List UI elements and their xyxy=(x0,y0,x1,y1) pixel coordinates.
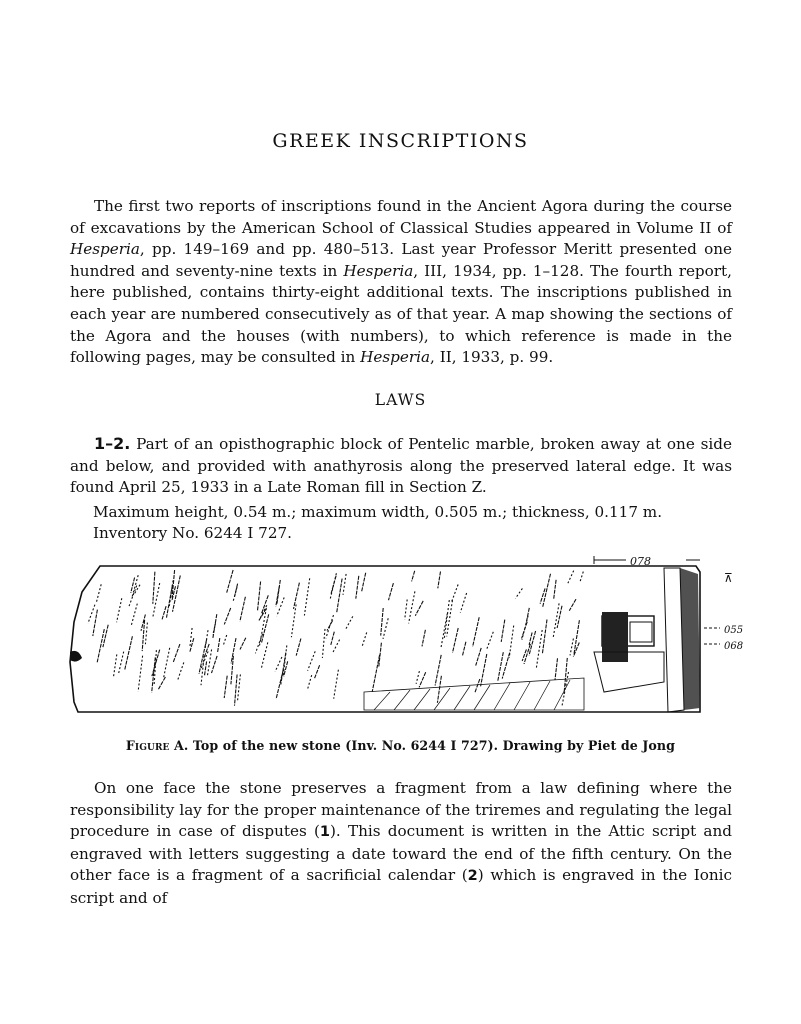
body-text-3: ) which is engraved in the Ionic script and of xyxy=(70,866,732,907)
tooling-mark xyxy=(291,604,296,637)
tooling-mark xyxy=(573,643,579,657)
measurements-line: Maximum height, 0.54 m.; maximum width, 0.505 m.; thickness, 0.117 m. xyxy=(93,503,663,521)
tooling-mark xyxy=(580,572,583,583)
tooling-mark xyxy=(568,571,574,584)
entry-text: Part of an opisthographic block of Pentelic marble, broken away at one side and below, and provided with anathyrosis along the preserved lateral edge. It was found April 25, 1933 in a Late Roman fill in Section Z. xyxy=(70,435,732,497)
dimension-label-055: 055 xyxy=(724,625,744,636)
tooling-mark xyxy=(536,630,542,668)
tooling-mark xyxy=(224,608,230,624)
tooling-mark xyxy=(486,632,493,650)
tooling-mark xyxy=(481,654,487,686)
tooling-mark xyxy=(218,638,220,652)
tooling-mark xyxy=(379,643,382,667)
tooling-mark xyxy=(569,599,576,611)
tooling-mark xyxy=(356,576,359,599)
tooling-mark xyxy=(515,588,522,598)
tooling-mark xyxy=(419,672,426,687)
text-reference-1: 1 xyxy=(319,824,330,841)
figure-caption-text: Top of the new stone (Inv. No. 6244 I 727). Drawing by Piet de Jong xyxy=(188,738,676,753)
body-paragraph xyxy=(70,778,732,910)
tooling-mark xyxy=(422,630,425,647)
intro-text-2: , pp. 149–169 and pp. 480–513. Last year Professor Meritt presented one hundred and seventy-nine texts in xyxy=(70,240,732,280)
tooling-mark xyxy=(138,656,143,692)
tooling-mark xyxy=(93,610,98,636)
tooling-mark xyxy=(304,578,309,615)
tooling-mark xyxy=(131,578,135,593)
svg-text:⊼: ⊼ xyxy=(724,571,733,585)
body-text-1: On one face the stone preserves a fragment from a law defining where the responsibility lay for the proper maintenance of the triremes and regulating the legal procedure in case of disputes ( xyxy=(70,779,732,841)
tooling-mark xyxy=(240,638,246,650)
tooling-mark xyxy=(383,618,388,639)
tooling-mark xyxy=(555,658,558,680)
body-text-2: ). This document is written in the Attic script and engraved with letters suggesting a date toward the end of the fifth century. On the other face is a fragment of a sacrificial calendar ( xyxy=(70,822,732,885)
tooling-mark xyxy=(326,615,334,638)
tooling-mark xyxy=(415,601,423,616)
tooling-mark xyxy=(542,620,547,654)
tooling-mark xyxy=(437,676,441,703)
tooling-mark xyxy=(158,677,165,689)
tooling-mark xyxy=(275,657,282,672)
tooling-mark xyxy=(447,600,453,636)
tooling-mark xyxy=(337,579,343,614)
tooling-mark xyxy=(554,580,557,600)
intro-text-3: , III, 1934, pp. 1–128. The fourth report, here published, contains thirty-eight additional texts. The inscriptions published in each year are numbered consecutively as of that year. A map showing the sections of the Agora and the houses (with numbers), to which reference is made in the following pages, may be consulted in xyxy=(70,261,732,367)
tooling-mark xyxy=(332,640,339,654)
tooling-mark xyxy=(224,676,227,698)
tooling-mark xyxy=(381,608,384,636)
page-title: GREEK INSCRIPTIONS xyxy=(272,130,529,152)
tooling-mark xyxy=(362,632,366,646)
tooling-mark xyxy=(441,614,447,649)
figure-caption xyxy=(0,738,801,753)
tooling-mark xyxy=(212,656,218,673)
tooling-mark xyxy=(416,671,419,684)
tooling-mark xyxy=(235,584,238,597)
stone-drawing xyxy=(64,552,784,724)
stone-drawing-svg xyxy=(64,552,784,724)
tooling-mark xyxy=(307,675,312,690)
tooling-mark xyxy=(178,662,184,680)
journal-title: Hesperia xyxy=(70,240,140,259)
entry-paragraph xyxy=(70,433,732,499)
text-reference-2: 2 xyxy=(467,868,478,885)
tooling-mark xyxy=(334,670,339,699)
tooling-mark xyxy=(473,617,480,647)
tooling-mark xyxy=(438,572,441,589)
tooling-mark xyxy=(173,644,180,662)
tooling-mark xyxy=(501,620,505,642)
intro-text-1: The first two reports of inscriptions found in the Ancient Agora during the course of excavations by the American School of Classical Studies appeared in Volume II of xyxy=(70,197,732,237)
tooling-mark xyxy=(529,633,532,645)
tooling-mark xyxy=(261,642,268,668)
tooling-mark xyxy=(453,628,459,653)
tooling-mark xyxy=(117,598,122,622)
tooling-mark xyxy=(223,635,226,645)
tooling-mark xyxy=(164,648,170,678)
tooling-mark xyxy=(452,585,459,603)
tooling-mark xyxy=(405,600,408,620)
tooling-mark xyxy=(235,675,238,706)
journal-title: Hesperia xyxy=(360,348,431,367)
intro-text-4: , II, 1933, p. 99. xyxy=(430,348,554,367)
tooling-mark xyxy=(88,605,95,624)
journal-title: Hesperia xyxy=(343,261,414,280)
tooling-mark xyxy=(131,604,137,626)
tooling-mark xyxy=(103,625,108,647)
tooling-mark xyxy=(322,629,325,658)
tooling-mark xyxy=(412,571,415,582)
tooling-mark xyxy=(463,642,466,656)
tooling-mark xyxy=(315,665,320,678)
tooling-mark xyxy=(460,593,466,613)
figure-label: Figure A. xyxy=(125,738,189,753)
entry-number: 1–2. xyxy=(94,434,131,453)
tooling-mark xyxy=(345,616,352,629)
tooling-mark xyxy=(308,651,316,670)
tooling-mark xyxy=(227,570,233,593)
tooling-mark xyxy=(331,632,335,645)
tooling-mark xyxy=(118,652,123,675)
tooling-mark xyxy=(327,620,333,630)
tooling-mark xyxy=(502,653,510,679)
tooling-mark xyxy=(96,584,101,603)
dimension-label-top: 078 xyxy=(630,555,651,568)
tooling-mark xyxy=(153,572,155,604)
intro-paragraph xyxy=(70,196,732,369)
tooling-mark xyxy=(240,597,246,622)
inventory-line: Inventory No. 6244 I 727. xyxy=(93,524,292,542)
tooling-mark xyxy=(258,582,261,611)
tooling-mark xyxy=(113,654,117,678)
tooling-mark xyxy=(543,574,551,607)
tooling-mark xyxy=(125,636,133,670)
tooling-mark xyxy=(204,661,206,676)
tooling-mark xyxy=(570,639,573,656)
tooling-mark xyxy=(207,650,211,678)
tooling-mark xyxy=(362,573,366,592)
tooling-mark xyxy=(238,674,241,701)
tooling-mark xyxy=(389,583,394,600)
tooling-mark xyxy=(167,585,173,618)
tooling-mark xyxy=(276,586,280,606)
tooling-mark xyxy=(152,650,160,677)
tooling-mark xyxy=(162,606,166,619)
tooling-mark xyxy=(476,648,482,666)
section-heading: LAWS xyxy=(374,391,427,409)
tooling-mark xyxy=(409,591,415,623)
tooling-mark xyxy=(213,614,217,638)
dimension-label-068: 068 xyxy=(724,641,744,652)
tooling-mark xyxy=(343,574,346,595)
tooling-mark xyxy=(475,679,480,692)
tooling-mark xyxy=(372,655,379,692)
tooling-mark xyxy=(296,639,301,656)
tooling-mark xyxy=(145,623,147,645)
